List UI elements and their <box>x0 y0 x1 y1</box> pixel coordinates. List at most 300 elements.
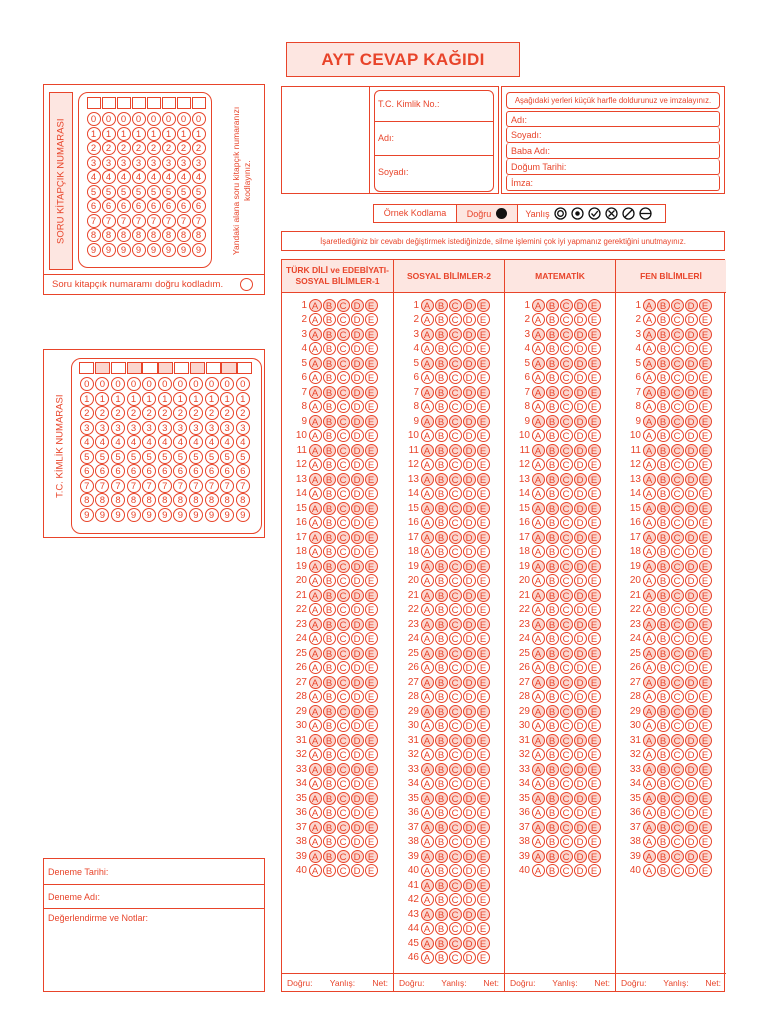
answer-bubble-a[interactable]: A <box>532 386 545 399</box>
answer-bubble-d[interactable]: D <box>463 705 476 718</box>
answer-bubble-b[interactable]: B <box>435 545 448 558</box>
answer-bubble-d[interactable]: D <box>574 574 587 587</box>
digit-bubble[interactable]: 2 <box>95 406 109 420</box>
digit-bubble[interactable]: 4 <box>192 170 206 184</box>
digit-bubble[interactable]: 7 <box>220 479 234 493</box>
answer-bubble-e[interactable]: E <box>365 531 378 544</box>
answer-bubble-b[interactable]: B <box>657 792 670 805</box>
info-field[interactable]: Adı: <box>506 111 720 127</box>
digit-bubble[interactable]: 3 <box>189 421 203 435</box>
answer-bubble-a[interactable]: A <box>643 342 656 355</box>
answer-bubble-e[interactable]: E <box>588 516 601 529</box>
answer-bubble-c[interactable]: C <box>449 342 462 355</box>
answer-bubble-e[interactable]: E <box>699 386 712 399</box>
answer-bubble-a[interactable]: A <box>421 676 434 689</box>
answer-bubble-d[interactable]: D <box>351 473 364 486</box>
answer-bubble-e[interactable]: E <box>365 734 378 747</box>
answer-bubble-d[interactable]: D <box>463 458 476 471</box>
digit-bubble[interactable]: 6 <box>80 464 94 478</box>
booklet-confirm-checkbox[interactable] <box>240 278 253 291</box>
digit-bubble[interactable]: 1 <box>80 392 94 406</box>
answer-bubble-c[interactable]: C <box>449 560 462 573</box>
answer-bubble-d[interactable]: D <box>574 386 587 399</box>
answer-bubble-a[interactable]: A <box>421 458 434 471</box>
answer-bubble-c[interactable]: C <box>671 574 684 587</box>
answer-bubble-e[interactable]: E <box>699 647 712 660</box>
digit-bubble[interactable]: 2 <box>189 406 203 420</box>
answer-bubble-e[interactable]: E <box>588 545 601 558</box>
answer-bubble-c[interactable]: C <box>449 864 462 877</box>
answer-bubble-d[interactable]: D <box>574 545 587 558</box>
answer-bubble-d[interactable]: D <box>463 763 476 776</box>
answer-bubble-c[interactable]: C <box>560 603 573 616</box>
answer-bubble-a[interactable]: A <box>421 850 434 863</box>
answer-bubble-b[interactable]: B <box>546 705 559 718</box>
answer-bubble-d[interactable]: D <box>574 763 587 776</box>
answer-bubble-e[interactable]: E <box>699 835 712 848</box>
answer-bubble-d[interactable]: D <box>685 763 698 776</box>
digit-bubble[interactable]: 5 <box>87 185 101 199</box>
answer-bubble-c[interactable]: C <box>560 487 573 500</box>
answer-bubble-d[interactable]: D <box>685 342 698 355</box>
answer-bubble-c[interactable]: C <box>449 661 462 674</box>
answer-bubble-c[interactable]: C <box>560 502 573 515</box>
answer-bubble-d[interactable]: D <box>685 545 698 558</box>
digit-bubble[interactable]: 9 <box>87 243 101 257</box>
answer-bubble-d[interactable]: D <box>685 386 698 399</box>
answer-bubble-c[interactable]: C <box>560 342 573 355</box>
answer-bubble-a[interactable]: A <box>532 444 545 457</box>
answer-bubble-b[interactable]: B <box>546 734 559 747</box>
answer-bubble-e[interactable]: E <box>699 850 712 863</box>
digit-bubble[interactable]: 5 <box>95 450 109 464</box>
answer-bubble-e[interactable]: E <box>588 574 601 587</box>
answer-bubble-a[interactable]: A <box>309 487 322 500</box>
answer-bubble-b[interactable]: B <box>435 313 448 326</box>
digit-bubble[interactable]: 2 <box>102 141 116 155</box>
digit-bubble[interactable]: 1 <box>95 392 109 406</box>
answer-bubble-d[interactable]: D <box>351 603 364 616</box>
answer-bubble-d[interactable]: D <box>574 516 587 529</box>
answer-bubble-b[interactable]: B <box>546 313 559 326</box>
digit-entry-cell[interactable] <box>142 362 157 374</box>
answer-bubble-b[interactable]: B <box>323 400 336 413</box>
answer-bubble-c[interactable]: C <box>337 444 350 457</box>
answer-bubble-d[interactable]: D <box>463 893 476 906</box>
answer-bubble-b[interactable]: B <box>435 922 448 935</box>
answer-bubble-c[interactable]: C <box>449 531 462 544</box>
answer-bubble-a[interactable]: A <box>532 531 545 544</box>
answer-bubble-a[interactable]: A <box>532 690 545 703</box>
answer-bubble-c[interactable]: C <box>671 748 684 761</box>
answer-bubble-e[interactable]: E <box>588 864 601 877</box>
answer-bubble-b[interactable]: B <box>323 864 336 877</box>
digit-bubble[interactable]: 7 <box>111 479 125 493</box>
digit-bubble[interactable]: 0 <box>173 377 187 391</box>
digit-bubble[interactable]: 6 <box>95 464 109 478</box>
answer-bubble-c[interactable]: C <box>560 386 573 399</box>
answer-bubble-a[interactable]: A <box>421 806 434 819</box>
answer-bubble-b[interactable]: B <box>435 458 448 471</box>
answer-bubble-e[interactable]: E <box>699 516 712 529</box>
answer-bubble-b[interactable]: B <box>435 951 448 964</box>
answer-bubble-a[interactable]: A <box>643 618 656 631</box>
answer-bubble-a[interactable]: A <box>421 908 434 921</box>
answer-bubble-b[interactable]: B <box>323 531 336 544</box>
answer-bubble-e[interactable]: E <box>477 313 490 326</box>
answer-bubble-b[interactable]: B <box>435 806 448 819</box>
answer-bubble-b[interactable]: B <box>546 516 559 529</box>
answer-bubble-c[interactable]: C <box>337 719 350 732</box>
answer-bubble-b[interactable]: B <box>657 415 670 428</box>
answer-bubble-a[interactable]: A <box>421 690 434 703</box>
answer-bubble-a[interactable]: A <box>532 400 545 413</box>
answer-bubble-a[interactable]: A <box>532 473 545 486</box>
answer-bubble-c[interactable]: C <box>449 603 462 616</box>
answer-bubble-a[interactable]: A <box>309 734 322 747</box>
answer-bubble-e[interactable]: E <box>477 603 490 616</box>
answer-bubble-d[interactable]: D <box>463 908 476 921</box>
answer-bubble-c[interactable]: C <box>337 835 350 848</box>
answer-bubble-d[interactable]: D <box>463 618 476 631</box>
answer-bubble-e[interactable]: E <box>699 574 712 587</box>
answer-bubble-a[interactable]: A <box>532 763 545 776</box>
answer-bubble-b[interactable]: B <box>323 632 336 645</box>
answer-bubble-e[interactable]: E <box>477 545 490 558</box>
answer-bubble-e[interactable]: E <box>699 864 712 877</box>
answer-bubble-a[interactable]: A <box>309 400 322 413</box>
answer-bubble-d[interactable]: D <box>685 371 698 384</box>
digit-bubble[interactable]: 2 <box>147 141 161 155</box>
answer-bubble-b[interactable]: B <box>323 487 336 500</box>
answer-bubble-a[interactable]: A <box>421 531 434 544</box>
answer-bubble-c[interactable]: C <box>337 516 350 529</box>
answer-bubble-c[interactable]: C <box>449 893 462 906</box>
answer-bubble-a[interactable]: A <box>309 835 322 848</box>
digit-bubble[interactable]: 5 <box>132 185 146 199</box>
digit-bubble[interactable]: 1 <box>111 392 125 406</box>
answer-bubble-c[interactable]: C <box>449 299 462 312</box>
digit-bubble[interactable]: 0 <box>102 112 116 126</box>
answer-bubble-b[interactable]: B <box>435 299 448 312</box>
answer-bubble-d[interactable]: D <box>685 574 698 587</box>
answer-bubble-d[interactable]: D <box>685 777 698 790</box>
answer-bubble-e[interactable]: E <box>699 371 712 384</box>
digit-bubble[interactable]: 8 <box>220 493 234 507</box>
answer-bubble-e[interactable]: E <box>588 444 601 457</box>
answer-bubble-b[interactable]: B <box>546 632 559 645</box>
answer-bubble-b[interactable]: B <box>546 864 559 877</box>
digit-bubble[interactable]: 7 <box>102 214 116 228</box>
answer-bubble-a[interactable]: A <box>309 618 322 631</box>
digit-bubble[interactable]: 3 <box>102 156 116 170</box>
answer-bubble-a[interactable]: A <box>532 545 545 558</box>
answer-bubble-c[interactable]: C <box>671 690 684 703</box>
answer-bubble-e[interactable]: E <box>588 603 601 616</box>
answer-bubble-b[interactable]: B <box>657 734 670 747</box>
answer-bubble-a[interactable]: A <box>643 487 656 500</box>
answer-bubble-a[interactable]: A <box>421 792 434 805</box>
digit-bubble[interactable]: 0 <box>158 377 172 391</box>
digit-bubble[interactable]: 8 <box>117 228 131 242</box>
answer-bubble-d[interactable]: D <box>351 313 364 326</box>
answer-bubble-a[interactable]: A <box>643 647 656 660</box>
answer-bubble-b[interactable]: B <box>323 545 336 558</box>
answer-bubble-a[interactable]: A <box>421 371 434 384</box>
answer-bubble-c[interactable]: C <box>671 647 684 660</box>
answer-bubble-a[interactable]: A <box>421 647 434 660</box>
answer-bubble-d[interactable]: D <box>463 661 476 674</box>
answer-bubble-e[interactable]: E <box>588 502 601 515</box>
answer-bubble-e[interactable]: E <box>365 429 378 442</box>
digit-bubble[interactable]: 3 <box>142 421 156 435</box>
answer-bubble-d[interactable]: D <box>463 792 476 805</box>
answer-bubble-c[interactable]: C <box>671 806 684 819</box>
digit-bubble[interactable]: 6 <box>111 464 125 478</box>
answer-bubble-b[interactable]: B <box>435 357 448 370</box>
answer-bubble-d[interactable]: D <box>685 429 698 442</box>
answer-bubble-b[interactable]: B <box>435 429 448 442</box>
digit-bubble[interactable]: 7 <box>162 214 176 228</box>
answer-bubble-e[interactable]: E <box>699 531 712 544</box>
answer-bubble-a[interactable]: A <box>643 444 656 457</box>
answer-bubble-e[interactable]: E <box>365 690 378 703</box>
answer-bubble-a[interactable]: A <box>309 357 322 370</box>
answer-bubble-d[interactable]: D <box>351 371 364 384</box>
answer-bubble-e[interactable]: E <box>365 719 378 732</box>
answer-bubble-a[interactable]: A <box>421 429 434 442</box>
answer-bubble-c[interactable]: C <box>671 487 684 500</box>
info-field[interactable]: İmza: <box>506 175 720 191</box>
answer-bubble-d[interactable]: D <box>351 734 364 747</box>
digit-bubble[interactable]: 7 <box>142 479 156 493</box>
answer-bubble-a[interactable]: A <box>421 313 434 326</box>
answer-bubble-d[interactable]: D <box>463 313 476 326</box>
answer-bubble-e[interactable]: E <box>588 632 601 645</box>
digit-bubble[interactable]: 2 <box>111 406 125 420</box>
answer-bubble-b[interactable]: B <box>657 574 670 587</box>
digit-bubble[interactable]: 7 <box>205 479 219 493</box>
digit-bubble[interactable]: 9 <box>102 243 116 257</box>
answer-bubble-c[interactable]: C <box>449 429 462 442</box>
answer-bubble-d[interactable]: D <box>463 328 476 341</box>
digit-bubble[interactable]: 2 <box>127 406 141 420</box>
answer-bubble-b[interactable]: B <box>657 328 670 341</box>
answer-bubble-b[interactable]: B <box>657 473 670 486</box>
answer-bubble-a[interactable]: A <box>532 371 545 384</box>
answer-bubble-c[interactable]: C <box>671 676 684 689</box>
answer-bubble-a[interactable]: A <box>643 560 656 573</box>
digit-bubble[interactable]: 9 <box>177 243 191 257</box>
answer-bubble-a[interactable]: A <box>532 328 545 341</box>
answer-bubble-d[interactable]: D <box>351 719 364 732</box>
answer-bubble-b[interactable]: B <box>546 357 559 370</box>
answer-bubble-d[interactable]: D <box>574 400 587 413</box>
answer-bubble-b[interactable]: B <box>323 574 336 587</box>
answer-bubble-c[interactable]: C <box>560 806 573 819</box>
digit-bubble[interactable]: 5 <box>117 185 131 199</box>
answer-bubble-c[interactable]: C <box>671 763 684 776</box>
digit-bubble[interactable]: 9 <box>205 508 219 522</box>
answer-bubble-b[interactable]: B <box>323 734 336 747</box>
answer-bubble-b[interactable]: B <box>323 458 336 471</box>
answer-bubble-d[interactable]: D <box>463 473 476 486</box>
answer-bubble-e[interactable]: E <box>588 531 601 544</box>
digit-bubble[interactable]: 6 <box>189 464 203 478</box>
answer-bubble-c[interactable]: C <box>560 661 573 674</box>
answer-bubble-e[interactable]: E <box>588 719 601 732</box>
digit-entry-cell[interactable] <box>111 362 126 374</box>
answer-bubble-b[interactable]: B <box>435 560 448 573</box>
answer-bubble-e[interactable]: E <box>477 850 490 863</box>
answer-bubble-d[interactable]: D <box>574 458 587 471</box>
answer-bubble-d[interactable]: D <box>463 690 476 703</box>
digit-bubble[interactable]: 4 <box>142 435 156 449</box>
answer-bubble-c[interactable]: C <box>449 821 462 834</box>
answer-bubble-a[interactable]: A <box>643 734 656 747</box>
answer-bubble-e[interactable]: E <box>588 589 601 602</box>
answer-bubble-e[interactable]: E <box>365 400 378 413</box>
answer-bubble-d[interactable]: D <box>463 864 476 877</box>
answer-bubble-a[interactable]: A <box>421 618 434 631</box>
answer-bubble-e[interactable]: E <box>588 676 601 689</box>
answer-bubble-a[interactable]: A <box>532 589 545 602</box>
digit-bubble[interactable]: 9 <box>127 508 141 522</box>
answer-bubble-a[interactable]: A <box>643 473 656 486</box>
answer-bubble-c[interactable]: C <box>337 429 350 442</box>
answer-bubble-a[interactable]: A <box>643 835 656 848</box>
answer-bubble-d[interactable]: D <box>685 589 698 602</box>
answer-bubble-e[interactable]: E <box>699 299 712 312</box>
answer-bubble-d[interactable]: D <box>463 502 476 515</box>
answer-bubble-d[interactable]: D <box>574 487 587 500</box>
digit-bubble[interactable]: 3 <box>158 421 172 435</box>
answer-bubble-c[interactable]: C <box>337 647 350 660</box>
answer-bubble-d[interactable]: D <box>685 676 698 689</box>
answer-bubble-c[interactable]: C <box>671 821 684 834</box>
answer-bubble-b[interactable]: B <box>435 342 448 355</box>
digit-bubble[interactable]: 9 <box>158 508 172 522</box>
answer-bubble-e[interactable]: E <box>477 458 490 471</box>
answer-bubble-c[interactable]: C <box>449 516 462 529</box>
answer-bubble-d[interactable]: D <box>351 444 364 457</box>
answer-bubble-a[interactable]: A <box>643 603 656 616</box>
digit-bubble[interactable]: 4 <box>111 435 125 449</box>
answer-bubble-e[interactable]: E <box>477 879 490 892</box>
answer-bubble-c[interactable]: C <box>337 473 350 486</box>
answer-bubble-d[interactable]: D <box>463 589 476 602</box>
digit-bubble[interactable]: 4 <box>236 435 250 449</box>
answer-bubble-e[interactable]: E <box>365 792 378 805</box>
answer-bubble-a[interactable]: A <box>532 429 545 442</box>
answer-bubble-a[interactable]: A <box>421 473 434 486</box>
answer-bubble-c[interactable]: C <box>671 357 684 370</box>
answer-bubble-e[interactable]: E <box>588 560 601 573</box>
digit-bubble[interactable]: 1 <box>189 392 203 406</box>
digit-bubble[interactable]: 5 <box>142 450 156 464</box>
answer-bubble-e[interactable]: E <box>477 444 490 457</box>
answer-bubble-c[interactable]: C <box>671 777 684 790</box>
answer-bubble-a[interactable]: A <box>532 777 545 790</box>
answer-bubble-d[interactable]: D <box>685 516 698 529</box>
digit-bubble[interactable]: 6 <box>173 464 187 478</box>
answer-bubble-b[interactable]: B <box>657 502 670 515</box>
answer-bubble-d[interactable]: D <box>463 748 476 761</box>
answer-bubble-c[interactable]: C <box>449 487 462 500</box>
answer-bubble-c[interactable]: C <box>337 531 350 544</box>
digit-bubble[interactable]: 3 <box>147 156 161 170</box>
answer-bubble-e[interactable]: E <box>699 821 712 834</box>
answer-bubble-d[interactable]: D <box>463 821 476 834</box>
digit-bubble[interactable]: 0 <box>80 377 94 391</box>
digit-bubble[interactable]: 2 <box>80 406 94 420</box>
digit-entry-cell[interactable] <box>177 97 191 109</box>
answer-bubble-b[interactable]: B <box>546 502 559 515</box>
answer-bubble-d[interactable]: D <box>574 806 587 819</box>
answer-bubble-e[interactable]: E <box>365 313 378 326</box>
answer-bubble-b[interactable]: B <box>657 429 670 442</box>
answer-bubble-b[interactable]: B <box>657 560 670 573</box>
answer-bubble-c[interactable]: C <box>560 313 573 326</box>
answer-bubble-e[interactable]: E <box>477 893 490 906</box>
answer-bubble-b[interactable]: B <box>435 893 448 906</box>
digit-bubble[interactable]: 0 <box>132 112 146 126</box>
answer-bubble-e[interactable]: E <box>588 690 601 703</box>
answer-bubble-b[interactable]: B <box>657 299 670 312</box>
answer-bubble-d[interactable]: D <box>574 342 587 355</box>
answer-bubble-b[interactable]: B <box>657 719 670 732</box>
answer-bubble-a[interactable]: A <box>643 531 656 544</box>
answer-bubble-e[interactable]: E <box>588 792 601 805</box>
answer-bubble-c[interactable]: C <box>671 864 684 877</box>
digit-bubble[interactable]: 8 <box>132 228 146 242</box>
answer-bubble-d[interactable]: D <box>463 531 476 544</box>
answer-bubble-d[interactable]: D <box>685 748 698 761</box>
answer-bubble-d[interactable]: D <box>685 705 698 718</box>
answer-bubble-a[interactable]: A <box>309 647 322 660</box>
answer-bubble-c[interactable]: C <box>560 516 573 529</box>
answer-bubble-d[interactable]: D <box>463 777 476 790</box>
digit-bubble[interactable]: 5 <box>80 450 94 464</box>
digit-bubble[interactable]: 7 <box>147 214 161 228</box>
answer-bubble-a[interactable]: A <box>309 386 322 399</box>
digit-bubble[interactable]: 1 <box>87 127 101 141</box>
answer-bubble-e[interactable]: E <box>477 299 490 312</box>
answer-bubble-e[interactable]: E <box>477 763 490 776</box>
digit-bubble[interactable]: 4 <box>173 435 187 449</box>
answer-bubble-b[interactable]: B <box>435 574 448 587</box>
answer-bubble-b[interactable]: B <box>546 545 559 558</box>
answer-bubble-e[interactable]: E <box>477 821 490 834</box>
answer-bubble-b[interactable]: B <box>657 676 670 689</box>
answer-bubble-c[interactable]: C <box>449 777 462 790</box>
answer-bubble-b[interactable]: B <box>435 632 448 645</box>
digit-bubble[interactable]: 8 <box>158 493 172 507</box>
answer-bubble-c[interactable]: C <box>337 690 350 703</box>
answer-bubble-a[interactable]: A <box>309 864 322 877</box>
answer-bubble-d[interactable]: D <box>685 328 698 341</box>
digit-bubble[interactable]: 9 <box>189 508 203 522</box>
answer-bubble-b[interactable]: B <box>435 618 448 631</box>
answer-bubble-b[interactable]: B <box>435 502 448 515</box>
answer-bubble-e[interactable]: E <box>477 734 490 747</box>
answer-bubble-a[interactable]: A <box>643 850 656 863</box>
digit-bubble[interactable]: 7 <box>158 479 172 493</box>
answer-bubble-b[interactable]: B <box>546 777 559 790</box>
answer-bubble-c[interactable]: C <box>560 777 573 790</box>
digit-bubble[interactable]: 5 <box>127 450 141 464</box>
answer-bubble-b[interactable]: B <box>657 618 670 631</box>
